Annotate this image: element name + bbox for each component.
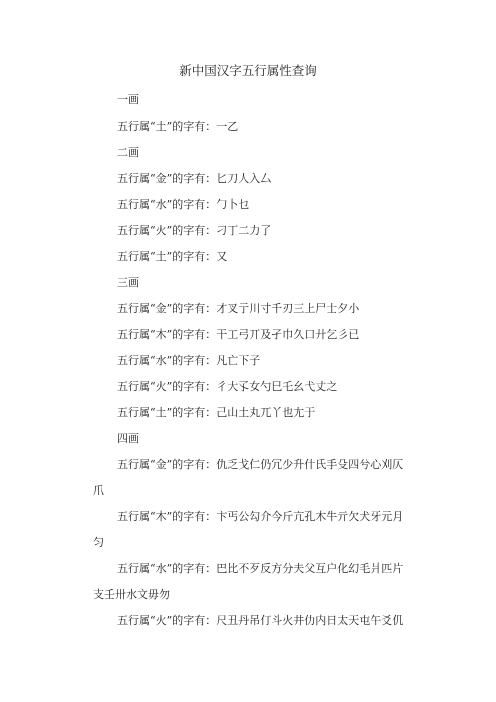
element-entry: 五行属“金”的字有：才叉亍川寸千刃三上尸士夕小 (117, 302, 360, 315)
stroke-heading: 一画 (117, 93, 139, 106)
element-entry-continued: 匀 (93, 536, 104, 549)
element-entry: 五行属“火”的字有：尺丑丹吊仃斗火井仂内日太天屯午爻仉 (117, 614, 404, 627)
element-entry: 五行属“火”的字有：刁丁二力了 (117, 224, 272, 237)
element-entry: 五行属“金”的字有：仇乏戈仁仍冗少升什氏手殳四兮心刈仄 (117, 458, 404, 471)
element-entry: 五行属“木”的字有：卞丐公勾介今斤亢孔木牛亓欠犬牙元月 (117, 510, 404, 523)
element-entry: 五行属“水”的字有：勹卜乜 (117, 198, 250, 211)
element-entry: 五行属“水”的字有：凡亡下子 (117, 354, 261, 367)
stroke-heading: 二画 (117, 146, 139, 159)
element-entry: 五行属“火”的字有：彳大孓女勺巳乇幺弋丈之 (117, 380, 338, 393)
element-entry: 五行属“土”的字有：一乙 (117, 120, 239, 133)
element-entry: 五行属“土”的字有：又 (117, 250, 228, 263)
element-entry: 五行属“金”的字有：匕刀人入厶 (117, 172, 272, 185)
element-entry: 五行属“水”的字有：巴比不歹反方分夫父互户化幻毛爿匹片 (117, 562, 404, 575)
document-title: 新中国汉字五行属性查询 (179, 63, 317, 78)
stroke-heading: 四画 (117, 432, 139, 445)
element-entry: 五行属“土”的字有：己山土丸兀丫也尢于 (117, 406, 316, 419)
element-entry-continued: 爪 (93, 484, 104, 497)
element-entry: 五行属“木”的字有：干工弓丌及孑巾久口廾乞彡已 (117, 328, 360, 341)
element-entry-continued: 支壬卅水文毋勿 (93, 588, 170, 601)
stroke-heading: 三画 (117, 276, 139, 289)
